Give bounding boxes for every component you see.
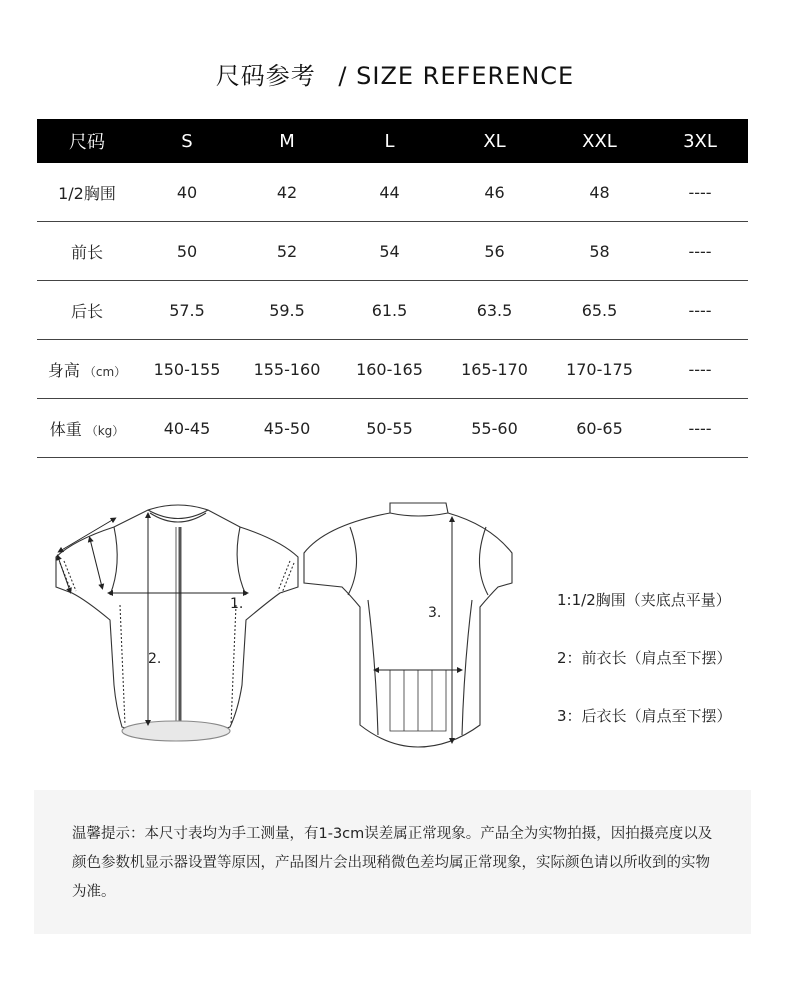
table-row: [37, 222, 748, 281]
front-measurement-lines: [58, 515, 246, 723]
table-cell: 45-50: [237, 399, 337, 458]
table-cell: 40: [137, 163, 237, 222]
table-cell: 50: [137, 222, 237, 281]
table-cell: 150-155: [137, 340, 237, 399]
table-cell: 44: [337, 163, 442, 222]
legend-item-back-length: 3：后衣长（肩点至下摆）: [557, 707, 732, 725]
table-cell: ----: [652, 399, 748, 458]
table-cell: 54: [337, 222, 442, 281]
marker-2: 2.: [148, 651, 162, 667]
table-cell: 65.5: [547, 281, 652, 340]
unit-label: （kg）: [85, 423, 125, 438]
back-jersey-illustration: [304, 503, 512, 747]
row-label: 前长: [37, 222, 137, 281]
table-cell: 56: [442, 222, 547, 281]
table-cell: 48: [547, 163, 652, 222]
table-cell: 60-65: [547, 399, 652, 458]
table-row: [37, 281, 748, 340]
table-cell: ----: [652, 163, 748, 222]
column-header: S: [137, 119, 237, 163]
column-header: L: [337, 119, 442, 163]
table-cell: 55-60: [442, 399, 547, 458]
table-cell: 165-170: [442, 340, 547, 399]
table-cell: 61.5: [337, 281, 442, 340]
front-jersey-illustration: [56, 505, 298, 741]
table-cell: ----: [652, 222, 748, 281]
table-cell: 42: [237, 163, 337, 222]
column-header: 3XL: [652, 119, 748, 163]
table-header-row: [37, 119, 748, 163]
row-label: 身高 （cm）: [37, 340, 137, 399]
table-row: [37, 340, 748, 399]
column-header: XL: [442, 119, 547, 163]
jersey-measurement-diagram: [50, 495, 520, 755]
notice-text: 温馨提示：本尺寸表均为手工测量，有1-3cm误差属正常现象。产品全为实物拍摄，因拍摄亮度以及颜色参数机显示器设置等原因，产品图片会出现稍微色差均属正常现象，实际颜色请以所收到的实物为准。: [72, 826, 713, 900]
size-table: [37, 119, 748, 458]
marker-1: 1.: [230, 596, 244, 612]
table-row: [37, 399, 748, 458]
marker-3: 3.: [428, 605, 442, 621]
row-label: 后长: [37, 281, 137, 340]
table-cell: 57.5: [137, 281, 237, 340]
table-cell: 155-160: [237, 340, 337, 399]
row-label: 1/2胸围: [37, 163, 137, 222]
row-label: 体重 （kg）: [37, 399, 137, 458]
notice-box: [34, 790, 751, 934]
table-cell: ----: [652, 281, 748, 340]
table-cell: 46: [442, 163, 547, 222]
table-cell: 63.5: [442, 281, 547, 340]
table-cell: 160-165: [337, 340, 442, 399]
legend-item-chest: 1:1/2胸围（夹底点平量）: [557, 591, 731, 609]
column-header: 尺码: [37, 119, 137, 163]
table-row: [37, 163, 748, 222]
table-cell: ----: [652, 340, 748, 399]
legend-item-front-length: 2：前衣长（肩点至下摆）: [557, 649, 732, 667]
column-header: M: [237, 119, 337, 163]
table-cell: 40-45: [137, 399, 237, 458]
unit-label: （cm）: [83, 364, 127, 379]
title-cn: 尺码参考: [215, 62, 316, 90]
table-cell: 170-175: [547, 340, 652, 399]
page-title: [0, 56, 790, 91]
column-header: XXL: [547, 119, 652, 163]
table-cell: 50-55: [337, 399, 442, 458]
title-en: / SIZE REFERENCE: [338, 62, 575, 90]
table-cell: 52: [237, 222, 337, 281]
table-cell: 58: [547, 222, 652, 281]
table-cell: 59.5: [237, 281, 337, 340]
